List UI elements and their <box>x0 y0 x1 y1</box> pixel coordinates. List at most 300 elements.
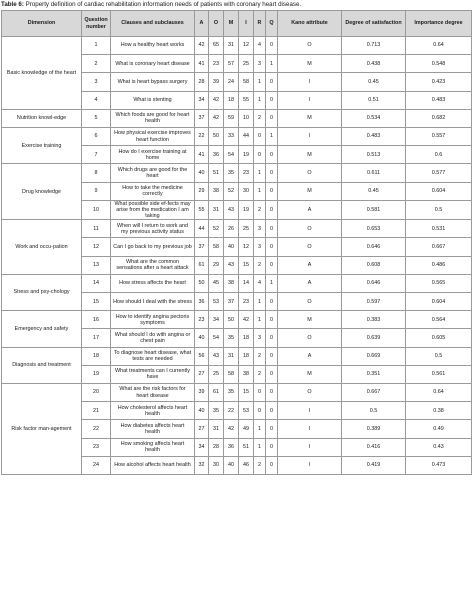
clause-cell: To diagnose heart disease, what tests are needed <box>111 347 195 365</box>
question-number-cell: 17 <box>82 329 111 347</box>
importance-cell: 0.43 <box>406 438 472 456</box>
m-cell: 40 <box>224 456 239 474</box>
a-cell: 50 <box>195 274 209 292</box>
importance-cell: 0.577 <box>406 164 472 182</box>
clause-cell: What possible side ef-fects may arise from the medication I am taking <box>111 200 195 220</box>
kano-cell: I <box>278 127 342 145</box>
clause-cell: How alcohol affects heart health <box>111 456 195 474</box>
o-cell: 31 <box>209 420 224 438</box>
satisfaction-cell: 0.45 <box>342 182 406 200</box>
m-cell: 36 <box>224 438 239 456</box>
r-cell: 2 <box>254 200 266 220</box>
question-number-cell: 16 <box>82 311 111 329</box>
r-cell: 1 <box>254 73 266 91</box>
o-cell: 23 <box>209 55 224 73</box>
dimension-cell: Drug knowledge <box>2 164 82 220</box>
satisfaction-cell: 0.597 <box>342 293 406 311</box>
satisfaction-cell: 0.483 <box>342 127 406 145</box>
o-cell: 25 <box>209 365 224 383</box>
r-cell: 3 <box>254 238 266 256</box>
kano-cell: O <box>278 164 342 182</box>
q-cell: 0 <box>266 220 278 238</box>
kano-cell: M <box>278 55 342 73</box>
question-number-cell: 14 <box>82 274 111 292</box>
importance-cell: 0.483 <box>406 91 472 109</box>
kano-cell: M <box>278 146 342 164</box>
importance-cell: 0.5 <box>406 347 472 365</box>
r-cell: 1 <box>254 293 266 311</box>
importance-cell: 0.486 <box>406 256 472 274</box>
m-cell: 24 <box>224 73 239 91</box>
question-number-cell: 11 <box>82 220 111 238</box>
dimension-cell: Emergency and safety <box>2 311 82 347</box>
m-cell: 22 <box>224 402 239 420</box>
o-cell: 52 <box>209 220 224 238</box>
satisfaction-cell: 0.669 <box>342 347 406 365</box>
m-cell: 54 <box>224 146 239 164</box>
i-cell: 12 <box>239 37 254 55</box>
satisfaction-cell: 0.438 <box>342 55 406 73</box>
q-cell: 0 <box>266 293 278 311</box>
q-cell: 0 <box>266 365 278 383</box>
question-number-cell: 5 <box>82 109 111 127</box>
i-cell: 46 <box>239 456 254 474</box>
i-cell: 44 <box>239 127 254 145</box>
header-row <box>2 11 472 37</box>
clause-cell: What treatments can I currently have <box>111 365 195 383</box>
r-cell: 1 <box>254 311 266 329</box>
satisfaction-cell: 0.416 <box>342 438 406 456</box>
satisfaction-cell: 0.389 <box>342 420 406 438</box>
importance-cell: 0.682 <box>406 109 472 127</box>
i-cell: 12 <box>239 238 254 256</box>
r-cell: 3 <box>254 55 266 73</box>
q-cell: 0 <box>266 37 278 55</box>
a-cell: 61 <box>195 256 209 274</box>
o-cell: 45 <box>209 274 224 292</box>
table-row <box>2 311 472 329</box>
satisfaction-cell: 0.646 <box>342 238 406 256</box>
importance-cell: 0.38 <box>406 402 472 420</box>
satisfaction-cell: 0.667 <box>342 383 406 401</box>
header-r: R <box>254 11 266 37</box>
clause-cell: How physical exercise improves heart function <box>111 127 195 145</box>
kano-cell: O <box>278 383 342 401</box>
q-cell: 0 <box>266 347 278 365</box>
question-number-cell: 21 <box>82 402 111 420</box>
i-cell: 19 <box>239 146 254 164</box>
kano-cell: M <box>278 109 342 127</box>
dimension-cell: Diagnosis and treatment <box>2 347 82 383</box>
satisfaction-cell: 0.534 <box>342 109 406 127</box>
question-number-cell: 22 <box>82 420 111 438</box>
clause-cell: What is stenting <box>111 91 195 109</box>
m-cell: 33 <box>224 127 239 145</box>
m-cell: 35 <box>224 329 239 347</box>
importance-cell: 0.64 <box>406 37 472 55</box>
q-cell: 0 <box>266 456 278 474</box>
r-cell: 1 <box>254 164 266 182</box>
header-question-number: Question number <box>82 11 111 37</box>
clause-cell: How do I exercise training at home <box>111 146 195 164</box>
satisfaction-cell: 0.608 <box>342 256 406 274</box>
kano-cell: M <box>278 311 342 329</box>
satisfaction-cell: 0.639 <box>342 329 406 347</box>
q-cell: 0 <box>266 311 278 329</box>
o-cell: 34 <box>209 311 224 329</box>
a-cell: 41 <box>195 146 209 164</box>
dimension-cell: Basic knowledge of the heart <box>2 37 82 110</box>
a-cell: 34 <box>195 438 209 456</box>
question-number-cell: 9 <box>82 182 111 200</box>
dimension-cell: Exercise training <box>2 127 82 163</box>
clause-cell: How to take the medicine correctly <box>111 182 195 200</box>
dimension-cell: Nutrition knowl-edge <box>2 109 82 127</box>
q-cell: 0 <box>266 383 278 401</box>
clause-cell: Which drugs are good for the heart <box>111 164 195 182</box>
clause-cell: Which foods are good for heart health <box>111 109 195 127</box>
table-row <box>2 109 472 127</box>
a-cell: 37 <box>195 109 209 127</box>
clause-cell: How cholesterol affects heart health <box>111 402 195 420</box>
kano-cell: I <box>278 456 342 474</box>
header-a: A <box>195 11 209 37</box>
a-cell: 34 <box>195 91 209 109</box>
header-clauses: Clauses and subclauses <box>111 11 195 37</box>
satisfaction-cell: 0.51 <box>342 91 406 109</box>
clause-cell: How a healthy heart works <box>111 37 195 55</box>
o-cell: 38 <box>209 182 224 200</box>
kano-table <box>1 10 472 475</box>
table-row <box>2 274 472 292</box>
r-cell: 0 <box>254 383 266 401</box>
q-cell: 0 <box>266 164 278 182</box>
m-cell: 52 <box>224 182 239 200</box>
satisfaction-cell: 0.713 <box>342 37 406 55</box>
i-cell: 23 <box>239 293 254 311</box>
dimension-cell: Risk factor man-agement <box>2 383 82 474</box>
clause-cell: When will I return to work and my previous activity status <box>111 220 195 238</box>
question-number-cell: 2 <box>82 55 111 73</box>
header-dimension: Dimension <box>2 11 82 37</box>
clause-cell: How should I deal with the stress <box>111 293 195 311</box>
m-cell: 43 <box>224 256 239 274</box>
o-cell: 65 <box>209 37 224 55</box>
o-cell: 54 <box>209 329 224 347</box>
m-cell: 31 <box>224 37 239 55</box>
a-cell: 39 <box>195 383 209 401</box>
a-cell: 22 <box>195 127 209 145</box>
o-cell: 53 <box>209 293 224 311</box>
kano-cell: A <box>278 200 342 220</box>
o-cell: 30 <box>209 456 224 474</box>
r-cell: 1 <box>254 438 266 456</box>
importance-cell: 0.667 <box>406 238 472 256</box>
importance-cell: 0.557 <box>406 127 472 145</box>
q-cell: 0 <box>266 420 278 438</box>
a-cell: 36 <box>195 293 209 311</box>
satisfaction-cell: 0.351 <box>342 365 406 383</box>
importance-cell: 0.561 <box>406 365 472 383</box>
o-cell: 31 <box>209 200 224 220</box>
i-cell: 15 <box>239 256 254 274</box>
r-cell: 2 <box>254 456 266 474</box>
table-row <box>2 164 472 182</box>
o-cell: 28 <box>209 438 224 456</box>
m-cell: 26 <box>224 220 239 238</box>
importance-cell: 0.548 <box>406 55 472 73</box>
satisfaction-cell: 0.581 <box>342 200 406 220</box>
m-cell: 35 <box>224 383 239 401</box>
question-number-cell: 4 <box>82 91 111 109</box>
importance-cell: 0.531 <box>406 220 472 238</box>
header-i: I <box>239 11 254 37</box>
a-cell: 32 <box>195 456 209 474</box>
r-cell: 3 <box>254 220 266 238</box>
i-cell: 49 <box>239 420 254 438</box>
i-cell: 18 <box>239 347 254 365</box>
importance-cell: 0.473 <box>406 456 472 474</box>
a-cell: 40 <box>195 329 209 347</box>
kano-cell: O <box>278 220 342 238</box>
kano-cell: M <box>278 365 342 383</box>
satisfaction-cell: 0.513 <box>342 146 406 164</box>
question-number-cell: 3 <box>82 73 111 91</box>
kano-cell: I <box>278 73 342 91</box>
question-number-cell: 18 <box>82 347 111 365</box>
satisfaction-cell: 0.611 <box>342 164 406 182</box>
r-cell: 1 <box>254 182 266 200</box>
table-body <box>2 37 472 475</box>
importance-cell: 0.604 <box>406 293 472 311</box>
question-number-cell: 7 <box>82 146 111 164</box>
o-cell: 42 <box>209 109 224 127</box>
dimension-cell: Stress and psy-chology <box>2 274 82 310</box>
header-satisfaction: Degree of satisfaction <box>342 11 406 37</box>
kano-cell: O <box>278 37 342 55</box>
m-cell: 35 <box>224 164 239 182</box>
i-cell: 53 <box>239 402 254 420</box>
i-cell: 55 <box>239 91 254 109</box>
clause-cell: How smoking affects heart health <box>111 438 195 456</box>
kano-cell: A <box>278 347 342 365</box>
satisfaction-cell: 0.5 <box>342 402 406 420</box>
kano-cell: A <box>278 274 342 292</box>
o-cell: 50 <box>209 127 224 145</box>
i-cell: 10 <box>239 109 254 127</box>
clause-cell: What is heart bypass surgery <box>111 73 195 91</box>
importance-cell: 0.605 <box>406 329 472 347</box>
m-cell: 37 <box>224 293 239 311</box>
header-m: M <box>224 11 239 37</box>
r-cell: 4 <box>254 274 266 292</box>
o-cell: 36 <box>209 146 224 164</box>
header-kano: Kano attribute <box>278 11 342 37</box>
a-cell: 40 <box>195 164 209 182</box>
satisfaction-cell: 0.653 <box>342 220 406 238</box>
importance-cell: 0.64 <box>406 383 472 401</box>
o-cell: 51 <box>209 164 224 182</box>
clause-cell: What is coronary heart disease <box>111 55 195 73</box>
importance-cell: 0.565 <box>406 274 472 292</box>
r-cell: 0 <box>254 402 266 420</box>
kano-cell: A <box>278 256 342 274</box>
q-cell: 0 <box>266 200 278 220</box>
table-caption-text: Property definition of cardiac rehabilitation information needs of patients with coronary heart disease. <box>23 1 302 8</box>
q-cell: 0 <box>266 438 278 456</box>
table-row <box>2 383 472 401</box>
importance-cell: 0.564 <box>406 311 472 329</box>
i-cell: 42 <box>239 311 254 329</box>
a-cell: 37 <box>195 238 209 256</box>
m-cell: 59 <box>224 109 239 127</box>
q-cell: 0 <box>266 256 278 274</box>
i-cell: 38 <box>239 365 254 383</box>
a-cell: 41 <box>195 55 209 73</box>
satisfaction-cell: 0.45 <box>342 73 406 91</box>
kano-cell: I <box>278 402 342 420</box>
question-number-cell: 24 <box>82 456 111 474</box>
header-importance: Importance degree <box>406 11 472 37</box>
table-caption <box>0 0 473 10</box>
r-cell: 4 <box>254 37 266 55</box>
kano-cell: M <box>278 182 342 200</box>
r-cell: 0 <box>254 146 266 164</box>
i-cell: 25 <box>239 220 254 238</box>
importance-cell: 0.423 <box>406 73 472 91</box>
a-cell: 56 <box>195 347 209 365</box>
i-cell: 23 <box>239 164 254 182</box>
question-number-cell: 10 <box>82 200 111 220</box>
kano-cell: O <box>278 329 342 347</box>
clause-cell: How diabetes affects heart health <box>111 420 195 438</box>
m-cell: 31 <box>224 347 239 365</box>
q-cell: 1 <box>266 274 278 292</box>
header-q: Q <box>266 11 278 37</box>
dimension-cell: Work and occu-pation <box>2 220 82 275</box>
header-o: O <box>209 11 224 37</box>
m-cell: 42 <box>224 420 239 438</box>
a-cell: 44 <box>195 220 209 238</box>
a-cell: 27 <box>195 365 209 383</box>
question-number-cell: 19 <box>82 365 111 383</box>
q-cell: 0 <box>266 109 278 127</box>
i-cell: 15 <box>239 383 254 401</box>
clause-cell: What are the risk factors for heart disease <box>111 383 195 401</box>
question-number-cell: 1 <box>82 37 111 55</box>
question-number-cell: 8 <box>82 164 111 182</box>
question-number-cell: 13 <box>82 256 111 274</box>
o-cell: 29 <box>209 256 224 274</box>
importance-cell: 0.49 <box>406 420 472 438</box>
question-number-cell: 6 <box>82 127 111 145</box>
i-cell: 30 <box>239 182 254 200</box>
table-caption-label: Table 6: <box>1 1 24 8</box>
importance-cell: 0.6 <box>406 146 472 164</box>
r-cell: 2 <box>254 109 266 127</box>
question-number-cell: 12 <box>82 238 111 256</box>
i-cell: 14 <box>239 274 254 292</box>
a-cell: 27 <box>195 420 209 438</box>
question-number-cell: 23 <box>82 438 111 456</box>
i-cell: 25 <box>239 55 254 73</box>
i-cell: 19 <box>239 200 254 220</box>
r-cell: 2 <box>254 256 266 274</box>
o-cell: 58 <box>209 238 224 256</box>
kano-cell: O <box>278 293 342 311</box>
m-cell: 50 <box>224 311 239 329</box>
clause-cell: What are the common sensations after a heart attack <box>111 256 195 274</box>
i-cell: 18 <box>239 329 254 347</box>
clause-cell: How to identify angina pectoris symptoms <box>111 311 195 329</box>
o-cell: 43 <box>209 347 224 365</box>
clause-cell: What should I do with angina or chest pain <box>111 329 195 347</box>
importance-cell: 0.5 <box>406 200 472 220</box>
o-cell: 35 <box>209 402 224 420</box>
question-number-cell: 20 <box>82 383 111 401</box>
m-cell: 43 <box>224 200 239 220</box>
m-cell: 38 <box>224 274 239 292</box>
a-cell: 29 <box>195 182 209 200</box>
i-cell: 51 <box>239 438 254 456</box>
q-cell: 0 <box>266 146 278 164</box>
m-cell: 40 <box>224 238 239 256</box>
table-row <box>2 127 472 145</box>
table-row <box>2 37 472 55</box>
kano-cell: O <box>278 238 342 256</box>
kano-cell: I <box>278 91 342 109</box>
a-cell: 42 <box>195 37 209 55</box>
clause-cell: How stress affects the heart <box>111 274 195 292</box>
a-cell: 40 <box>195 402 209 420</box>
question-number-cell: 15 <box>82 293 111 311</box>
table-row <box>2 220 472 238</box>
q-cell: 1 <box>266 55 278 73</box>
i-cell: 58 <box>239 73 254 91</box>
m-cell: 58 <box>224 365 239 383</box>
a-cell: 55 <box>195 200 209 220</box>
r-cell: 1 <box>254 91 266 109</box>
o-cell: 42 <box>209 91 224 109</box>
satisfaction-cell: 0.419 <box>342 456 406 474</box>
importance-cell: 0.604 <box>406 182 472 200</box>
r-cell: 2 <box>254 347 266 365</box>
r-cell: 1 <box>254 420 266 438</box>
q-cell: 0 <box>266 329 278 347</box>
q-cell: 1 <box>266 127 278 145</box>
o-cell: 61 <box>209 383 224 401</box>
satisfaction-cell: 0.383 <box>342 311 406 329</box>
a-cell: 23 <box>195 311 209 329</box>
q-cell: 0 <box>266 182 278 200</box>
kano-cell: I <box>278 438 342 456</box>
a-cell: 28 <box>195 73 209 91</box>
r-cell: 0 <box>254 127 266 145</box>
kano-cell: I <box>278 420 342 438</box>
r-cell: 2 <box>254 365 266 383</box>
r-cell: 3 <box>254 329 266 347</box>
table-row <box>2 347 472 365</box>
q-cell: 0 <box>266 238 278 256</box>
m-cell: 18 <box>224 91 239 109</box>
q-cell: 0 <box>266 402 278 420</box>
o-cell: 39 <box>209 73 224 91</box>
satisfaction-cell: 0.646 <box>342 274 406 292</box>
clause-cell: Can I go back to my previous job <box>111 238 195 256</box>
q-cell: 0 <box>266 91 278 109</box>
q-cell: 0 <box>266 73 278 91</box>
m-cell: 57 <box>224 55 239 73</box>
